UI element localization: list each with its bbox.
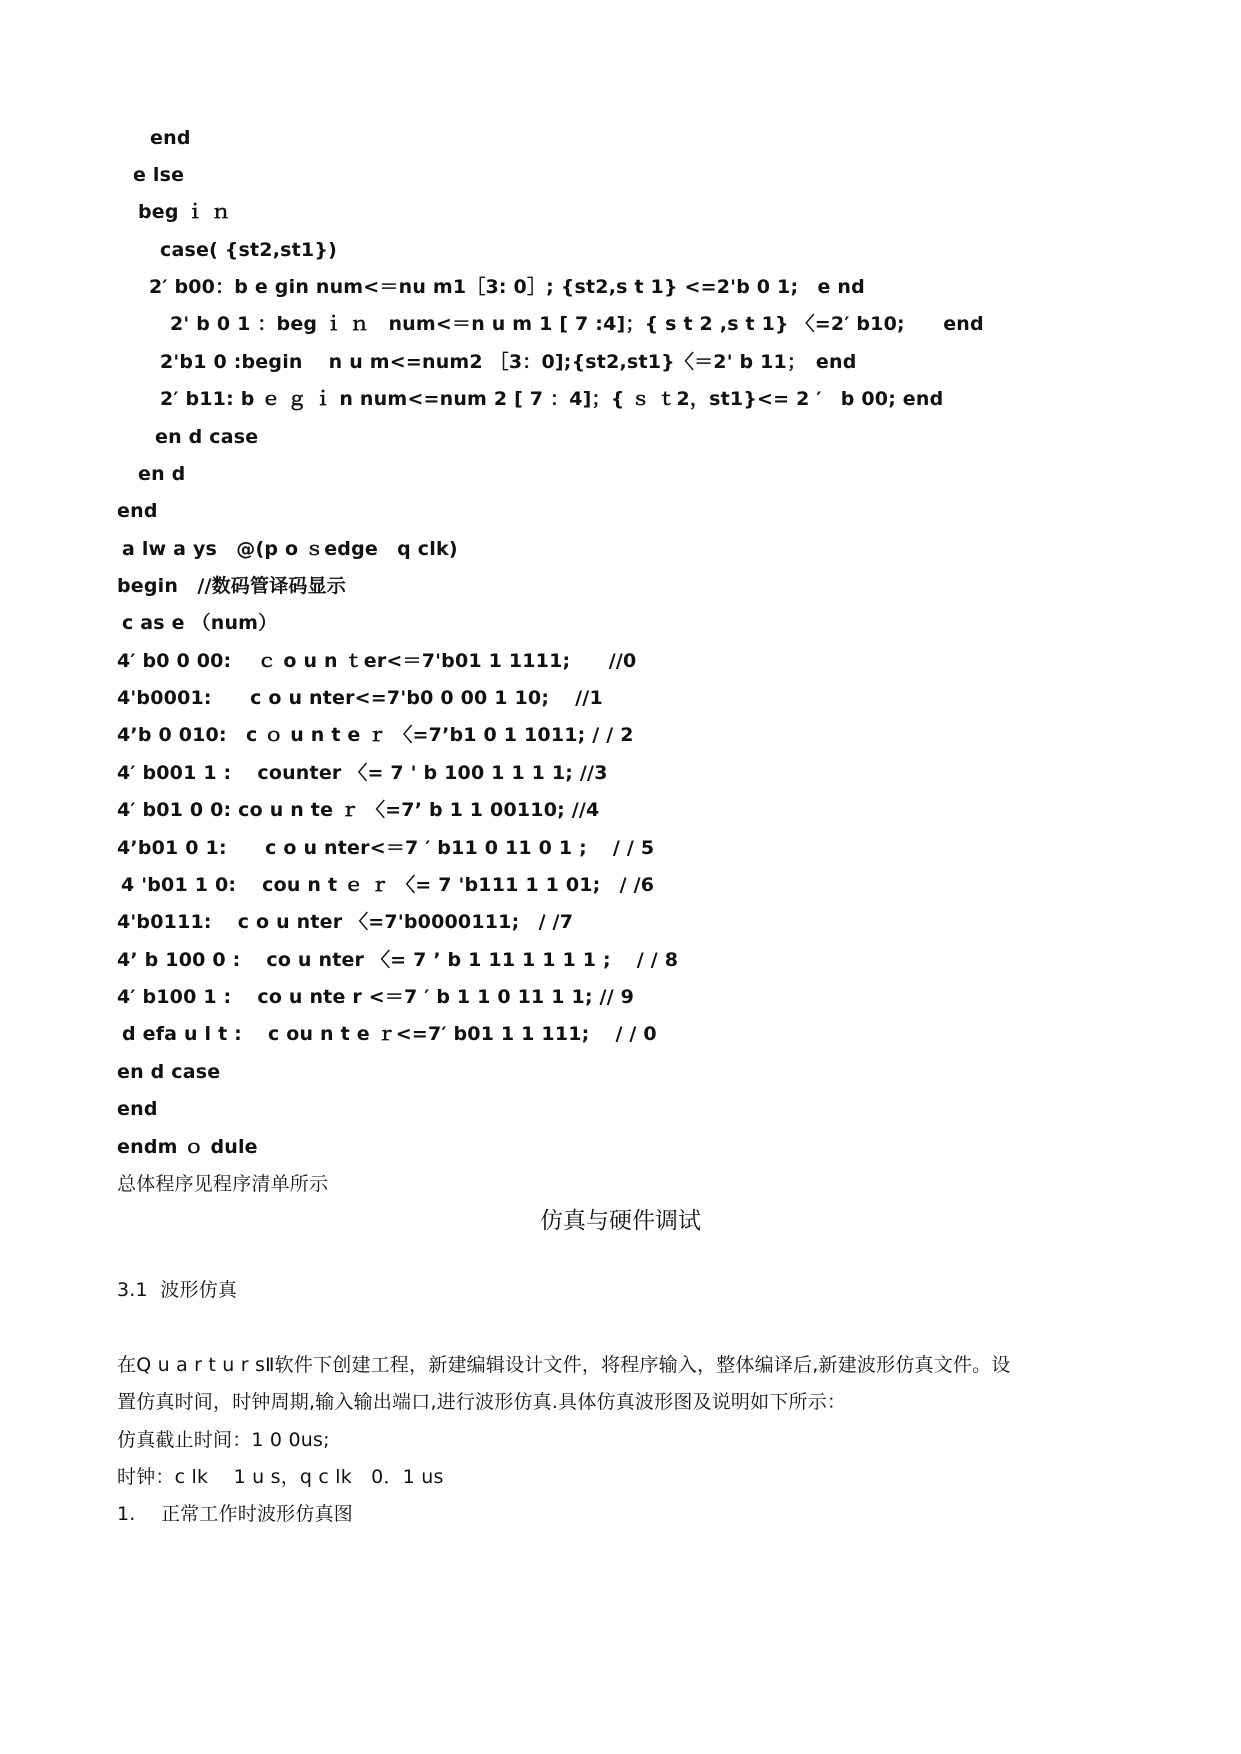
code-line: c as e （num） <box>122 612 278 634</box>
code-line: en d case <box>155 426 259 448</box>
code-line: e lse <box>133 164 185 186</box>
code-line: en d case <box>117 1061 221 1083</box>
code-line: 2'b1 0 :begin n u m<=num2 ［3：0];{st2,st1}〈＝2' b 11； end <box>160 351 857 373</box>
code-line: 4′ b001 1 : counter 〈= 7 ' b 100 1 1 1 1; //3 <box>117 762 608 784</box>
code-line: beg ｉ ｎ <box>138 201 231 223</box>
code-line: en d <box>138 463 186 485</box>
list-item: 1. 正常工作时波形仿真图 <box>117 1503 353 1525</box>
code-line: 4'b0111: c o u nter 〈=7'b0000111; / /7 <box>117 911 574 933</box>
code-line: 4′ b01 0 0: co u n te ｒ 〈=7’ b 1 1 00110; //4 <box>117 799 600 821</box>
code-line: 4'b0001: c o u nter<=7'b0 0 00 1 10; //1 <box>117 687 603 709</box>
code-line: end <box>117 500 158 522</box>
clock-settings: 时钟：c lk 1 u s，q c lk 0．1 us <box>117 1466 444 1488</box>
code-line: 2' b 0 1 ：beg ｉ ｎ num<＝n u m 1 [ 7 :4]；{ s t 2 ,s t 1} 〈=2′ b10; end <box>170 313 984 335</box>
section-heading: 仿真与硬件调试 <box>540 1208 701 1234</box>
code-line: 4′ b100 1 : co u nte r <＝7 ′ b 1 1 0 11 1 1; // 9 <box>117 986 635 1008</box>
code-line: case( {st2,st1}) <box>160 239 337 261</box>
code-line: end <box>117 1098 158 1120</box>
code-line: 2′ b00：b e gin num<＝nu m1［3: 0］; {st2,s t 1} <=2'b 0 1; e nd <box>149 276 865 298</box>
code-line: 4′ b0 0 00: ｃ o u n ｔer<＝7'b01 1 1111; //0 <box>117 650 637 672</box>
paragraph-line: 在Q u a r t u r sⅡ软件下创建工程，新建编辑设计文件，将程序输入，整体编译后,新建波形仿真文件。设 <box>117 1354 1011 1376</box>
code-line: begin //数码管译码显示 <box>117 575 347 597</box>
paragraph-line: 置仿真时间，时钟周期,输入输出端口,进行波形仿真.具体仿真波形图及说明如下所示： <box>117 1391 847 1413</box>
summary-text: 总体程序见程序清单所示 <box>117 1173 329 1195</box>
subsection-title: 3.1 波形仿真 <box>117 1279 238 1301</box>
code-line: a lw a ys @(p o ｓedge q clk) <box>122 538 458 560</box>
code-line: 4’b 0 010: c ｏ u n t e ｒ 〈=7’b1 0 1 1011; / / 2 <box>117 724 634 746</box>
code-line: end <box>150 127 191 149</box>
code-line: 4’b01 0 1: c o u nter<＝7 ′ b11 0 11 0 1 ; / / 5 <box>117 837 655 859</box>
code-line: endm ｏ dule <box>117 1136 258 1158</box>
sim-end-time: 仿真截止时间：1 0 0us; <box>117 1429 330 1451</box>
code-line: 2′ b11: b ｅ ｇ ｉ n num<=num 2 [ 7 ：4]；{ ｓ ｔ2，st1}<= 2 ′ b 00; end <box>160 388 944 410</box>
code-line: d efa u l t : c ou n t e ｒ<=7′ b01 1 1 111; / / 0 <box>122 1023 657 1045</box>
code-line: 4 'b01 1 0: cou n t ｅ ｒ 〈= 7 'b111 1 1 01; / /6 <box>121 874 655 896</box>
code-line: 4’ b 100 0 : co u nter 〈= 7 ’ b 1 11 1 1 1 1 ; / / 8 <box>117 949 679 971</box>
